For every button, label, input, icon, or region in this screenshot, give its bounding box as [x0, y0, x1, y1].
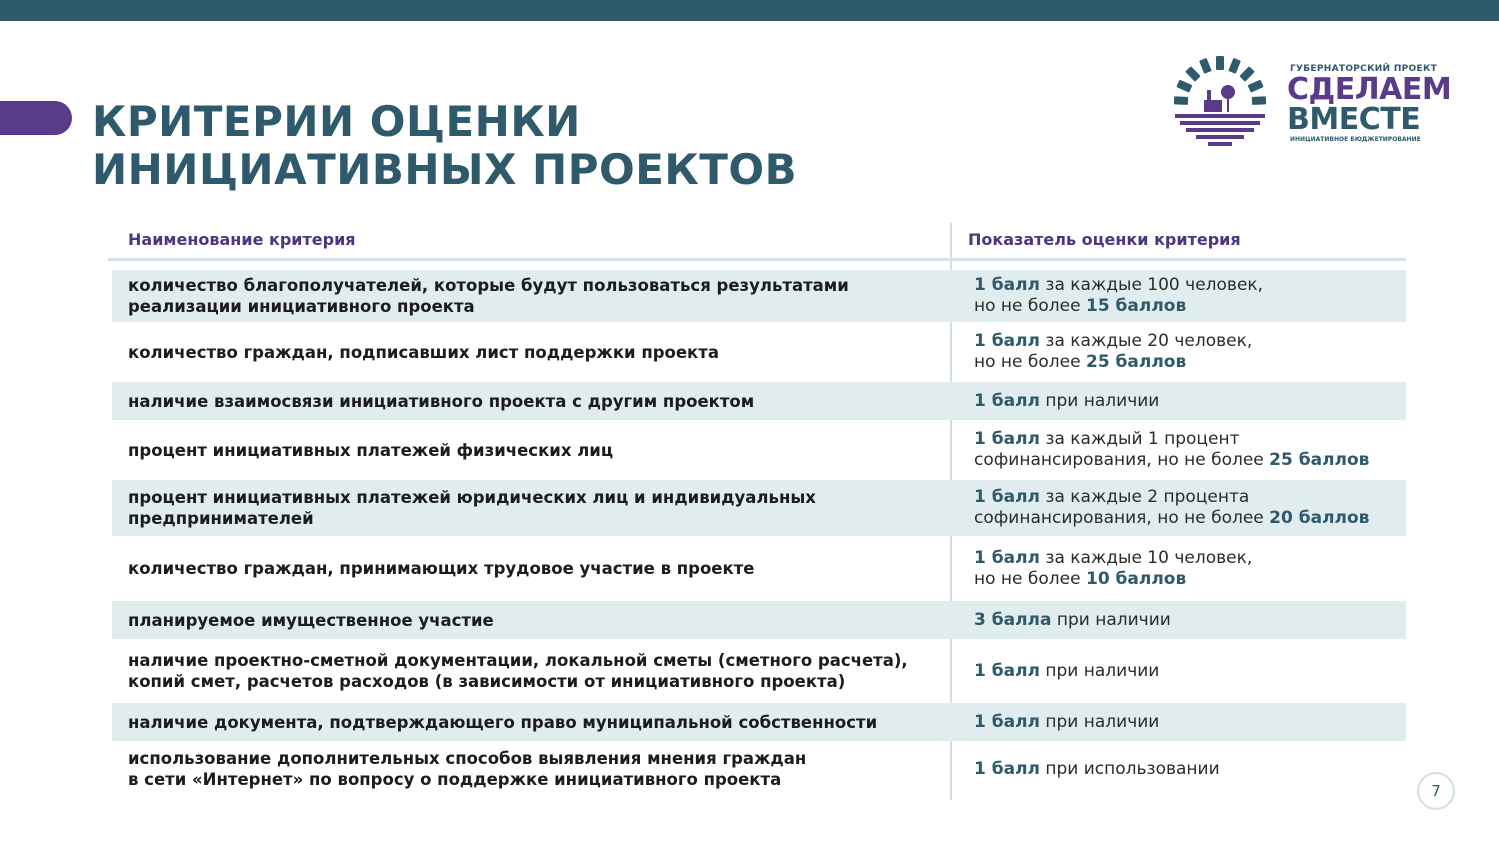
score-text: за каждые 2 процента: [1040, 487, 1250, 507]
criterion-line: копий смет, расчетов расходов (в зависимости от инициативного проекта): [128, 672, 846, 691]
score-cell: [950, 712, 1159, 733]
criterion-line: в сети «Интернет» по вопросу о поддержке инициативного проекта: [128, 770, 782, 789]
score-text: при наличии: [1051, 609, 1171, 630]
score-max: 25 баллов: [1269, 450, 1370, 470]
table-row: [112, 639, 1406, 703]
table-header: [108, 228, 1406, 261]
criterion-line: количество благополучателей, которые будут пользоваться результатами: [128, 276, 849, 295]
score-cell: [950, 275, 1263, 317]
score-text: при наличии: [1040, 390, 1160, 411]
criterion-cell: [112, 558, 950, 579]
score-points: 1 балл: [974, 758, 1040, 779]
logo-line-2: ВМЕСТЕ: [1287, 102, 1421, 137]
criterion-cell: [112, 275, 950, 317]
score-points: 1 балл: [974, 660, 1040, 681]
table-row: [112, 601, 1406, 639]
score-text: но не более: [974, 568, 1086, 589]
sun-emblem-icon: [1170, 54, 1270, 154]
score-points: 1 балл: [974, 711, 1040, 732]
criterion-line: предпринимателей: [128, 509, 314, 528]
score-text: при использовании: [1040, 758, 1220, 779]
score-points: 3 балла: [974, 609, 1052, 630]
criterion-line: использование дополнительных способов выявления мнения граждан: [128, 749, 807, 768]
score-points: 1 балл: [974, 487, 1040, 507]
table-row: [112, 322, 1406, 382]
score-points: 1 балл: [974, 331, 1040, 351]
criterion-cell: [112, 342, 950, 363]
criterion-cell: [112, 440, 950, 461]
score-text: софинансирования, но не более: [974, 450, 1270, 470]
score-cell: [950, 610, 1171, 631]
criterion-cell: [112, 748, 950, 790]
table-row: [112, 480, 1406, 536]
score-cell: [950, 548, 1252, 590]
logo-subtitle: ИНИЦИАТИВНОЕ БЮДЖЕТИРОВАНИЕ: [1290, 136, 1421, 143]
header-score: Показатель оценки критерия: [968, 230, 1241, 249]
table-row: [112, 741, 1406, 797]
criterion-cell: [112, 391, 950, 412]
accent-pill: [0, 101, 72, 135]
criterion-line: количество граждан, принимающих трудовое участие в проекте: [128, 559, 755, 578]
score-max: 15 баллов: [1085, 296, 1187, 316]
score-points: 1 балл: [974, 390, 1040, 411]
criterion-line: количество граждан, подписавших лист поддержки проекта: [128, 342, 719, 362]
score-text: за каждые 100 человек,: [1040, 275, 1264, 295]
criterion-line: наличие взаимосвязи инициативного проекта с другим проектом: [128, 391, 755, 411]
table-row: [112, 420, 1406, 480]
criterion-line: наличие документа, подтверждающего право муниципальной собственности: [128, 712, 878, 732]
logo-line-1: СДЕЛАЕМ: [1287, 72, 1452, 107]
top-bar: [0, 0, 1499, 21]
table-row: [112, 270, 1406, 322]
criterion-line: процент инициативных платежей юридических лиц и индивидуальных: [128, 488, 816, 507]
criterion-line: наличие проектно-сметной документации, локальной сметы (сметного расчета),: [128, 651, 908, 670]
score-text: при наличии: [1040, 711, 1160, 732]
criterion-cell: [112, 650, 950, 692]
score-max: 20 баллов: [1269, 508, 1370, 528]
table-row: [112, 703, 1406, 741]
score-cell: [950, 391, 1159, 412]
logo-pretitle: ГУБЕРНАТОРСКИЙ ПРОЕКТ: [1290, 64, 1438, 74]
score-cell: [950, 331, 1252, 373]
criterion-line: реализации инициативного проекта: [128, 297, 475, 316]
score-cell: [950, 487, 1369, 529]
criterion-line: планируемое имущественное участие: [128, 610, 494, 630]
score-text: но не более: [974, 296, 1086, 316]
score-cell: [950, 759, 1220, 780]
table-row: [112, 382, 1406, 420]
score-text: за каждые 20 человек,: [1040, 331, 1253, 351]
logo: [1170, 54, 1452, 154]
score-points: 1 балл: [974, 429, 1040, 449]
title-line-1: КРИТЕРИИ ОЦЕНКИ: [92, 97, 581, 146]
score-cell: [950, 429, 1369, 471]
score-points: 1 балл: [974, 275, 1040, 295]
score-text: софинансирования, но не более: [974, 508, 1270, 528]
score-points: 1 балл: [974, 547, 1040, 568]
score-max: 10 баллов: [1085, 568, 1187, 589]
criterion-line: процент инициативных платежей физических лиц: [128, 440, 614, 460]
page-number: 7: [1417, 772, 1455, 810]
score-text: при наличии: [1040, 660, 1160, 681]
score-text: но не более: [974, 352, 1086, 372]
criterion-cell: [112, 712, 950, 733]
header-criterion: Наименование критерия: [128, 230, 356, 249]
page-title: [92, 98, 797, 194]
title-line-2: ИНИЦИАТИВНЫХ ПРОЕКТОВ: [92, 145, 798, 194]
criterion-cell: [112, 487, 950, 529]
criteria-table: [112, 270, 1406, 797]
score-text: за каждые 10 человек,: [1040, 547, 1253, 568]
score-text: за каждый 1 процент: [1040, 429, 1240, 449]
table-row: [112, 536, 1406, 601]
criterion-cell: [112, 610, 950, 631]
score-max: 25 баллов: [1085, 352, 1187, 372]
score-cell: [950, 661, 1159, 682]
